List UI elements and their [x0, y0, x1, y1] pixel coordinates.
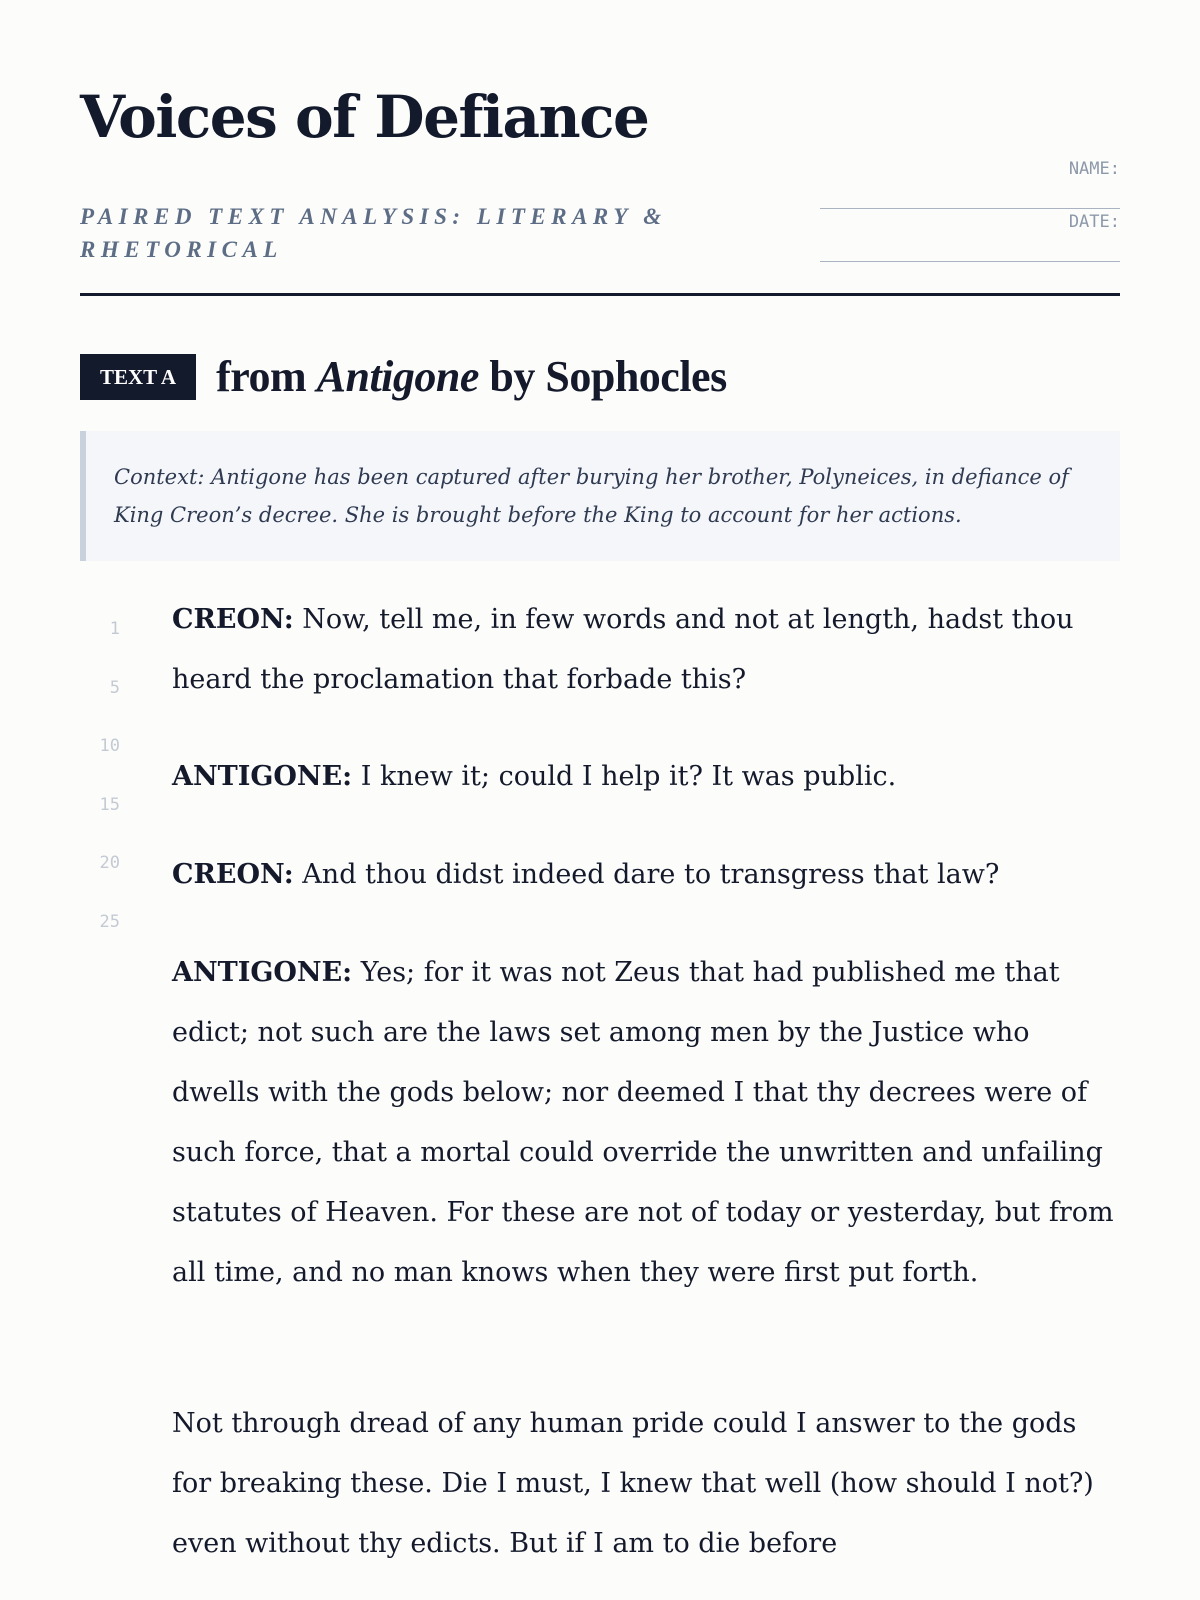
worksheet-page: [80, 0, 1120, 1600]
line-number: 10: [99, 736, 120, 757]
page-title: Voices of Defiance: [80, 83, 649, 151]
date-field[interactable]: [820, 209, 1120, 262]
text-tag: TEXT A: [80, 354, 196, 400]
line-number: 5: [109, 677, 120, 698]
header-divider: [80, 293, 1120, 296]
speaker-name: ANTIGONE:: [172, 761, 353, 792]
line-number: 1: [109, 619, 120, 639]
line-number: 15: [99, 794, 120, 815]
student-info: [820, 156, 1120, 262]
section-header: [80, 352, 727, 402]
dialogue-paragraph: [172, 590, 1120, 710]
line-number-gutter: [80, 614, 120, 966]
name-label: NAME:: [1068, 159, 1120, 179]
dialogue-paragraph: [172, 845, 1120, 905]
speaker-name: CREON:: [172, 604, 294, 635]
dialogue-text: Now, tell me, in few words and not at length, hadst thou heard the proclamation that forbade this?: [172, 604, 1074, 695]
dialogue-text: Not through dread of any human pride could I answer to the gods for breaking these. Die I must, I knew that well (how should I not?) even without thy edicts. But if I am to die before: [172, 1408, 1094, 1559]
context-note: Context: Antigone has been captured after burying her brother, Polyneices, in defiance of King Creon’s decree. She is brought before the King to account for her actions.: [80, 431, 1120, 561]
date-label: DATE:: [1068, 212, 1120, 232]
section-title-work: Antigone: [316, 352, 479, 401]
dialogue-paragraph: [172, 747, 1120, 807]
dialogue-paragraph: [172, 943, 1120, 1303]
dialogue-text: Yes; for it was not Zeus that had published me that edict; not such are the laws set among men by the Justice who dwells with the gods below; nor deemed I that thy decrees were of such force, that a mortal could override the unwritten and unfailing statutes of Heaven. For these are not of today or yesterday, but from all time, and no man knows when they were first put forth.: [172, 957, 1114, 1288]
speaker-name: ANTIGONE:: [172, 957, 353, 988]
dialogue-text: I knew it; could I help it? It was public.: [352, 761, 897, 792]
dialogue-paragraph: [172, 1394, 1120, 1574]
speaker-name: CREON:: [172, 859, 294, 890]
page-subtitle: PAIRED TEXT ANALYSIS: LITERARY & RHETORICAL: [80, 204, 667, 262]
line-number: 20: [99, 853, 120, 874]
section-title-prefix: from: [216, 352, 307, 401]
dialogue-text: And thou didst indeed dare to transgress that law?: [293, 859, 1000, 890]
name-field[interactable]: [820, 156, 1120, 209]
section-title: [216, 352, 727, 402]
line-number: 25: [99, 911, 120, 932]
section-title-suffix: by Sophocles: [489, 352, 727, 401]
